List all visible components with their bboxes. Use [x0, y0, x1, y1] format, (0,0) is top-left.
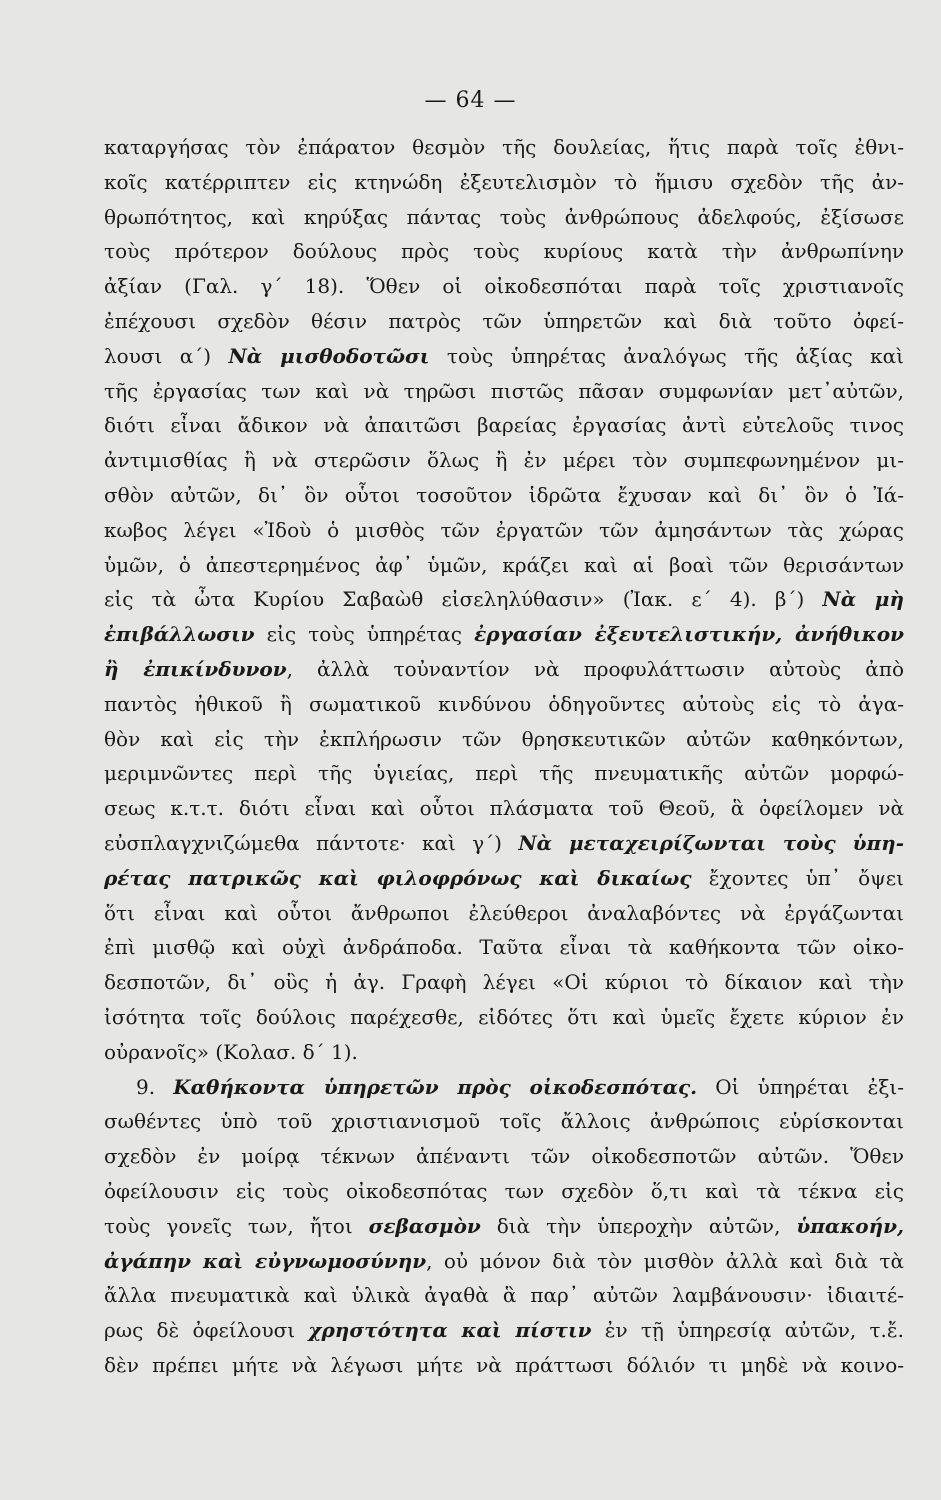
text-line — [104, 1000, 904, 1035]
text-run: ἐπὶ μισθῷ καὶ οὐχὶ ἀνδράποδα. Ταῦτα εἶναι τὰ καθήκοντα τῶν οἰκο- — [104, 935, 904, 960]
body-text — [104, 130, 904, 1383]
text-run: ὀφείλουσιν εἰς τοὺς οἰκοδεσπότας των σχεδὸν ὅ,τι καὶ τὰ τέκνα εἰς — [104, 1178, 904, 1203]
emphasized-text: Καθήκοντα ὑπηρετῶν πρὸς οἰκοδεσπότας. — [173, 1074, 698, 1099]
text-line — [104, 1174, 904, 1209]
text-run: θρωπότητος, καὶ κηρύξας πάντας τοὺς ἀνθρώπους ἀδελφούς, ἐξίσωσε — [104, 204, 904, 229]
text-run: τῆς ἐργασίας των καὶ νὰ τηρῶσι πιστῶς πᾶσαν συμφωνίαν μετ᾽αὐτῶν, — [104, 378, 904, 403]
text-line — [104, 1139, 904, 1174]
text-run: ἐν τῇ ὑπηρεσίᾳ αὐτῶν, τ.ἔ. — [591, 1318, 904, 1343]
text-run: εἰς τοὺς ὑπηρέτας — [254, 622, 475, 647]
emphasized-text: ρέτας πατρικῶς καὶ φιλοφρόνως καὶ δικαίως — [104, 865, 692, 890]
text-line — [104, 1035, 904, 1070]
text-run: σθὸν αὐτῶν, δι᾽ ὃν οὗτοι τοσοῦτον ἱδρῶτα ἔχυσαν καὶ δι᾽ ὃν ὁ Ἰά- — [104, 482, 904, 507]
text-line — [104, 513, 904, 548]
emphasized-text: σεβασμὸν — [368, 1213, 481, 1238]
text-line — [104, 896, 904, 931]
text-line — [104, 269, 904, 304]
text-run: ἔχοντες ὑπ᾽ ὄψει — [691, 865, 904, 890]
text-run: κοῖς κατέρριπτεν εἰς κτηνώδη ἐξευτελισμὸν τὸ ἥμισυ σχεδὸν τῆς ἀν- — [104, 169, 904, 194]
text-run: τοὺς πρότερον δούλους πρὸς τοὺς κυρίους κατὰ τὴν ἀνθρωπίνην — [104, 239, 904, 264]
text-line — [104, 1313, 904, 1348]
emphasized-text: Νὰ μὴ — [822, 587, 904, 612]
text-line — [104, 722, 904, 757]
text-run: Οἱ ὑπηρέται ἐξι- — [697, 1074, 904, 1099]
text-run: σεως κ.τ.τ. διότι εἶναι καὶ οὗτοι πλάσματα τοῦ Θεοῦ, ἃ ὀφείλομεν νὰ — [104, 796, 904, 821]
emphasized-text: ὑπακοήν, — [796, 1213, 904, 1238]
emphasized-text: χρηστότητα καὶ πίστιν — [308, 1318, 592, 1343]
text-line — [104, 791, 904, 826]
text-line — [104, 1348, 904, 1383]
emphasized-text: Νὰ μεταχειρίζωνται τοὺς ὑπη- — [518, 830, 904, 855]
text-run: ἰσότητα τοῖς δούλοις παρέχεσθε, εἰδότες ὅτι καὶ ὑμεῖς ἔχετε κύριον ἐν — [104, 1004, 904, 1029]
text-run: μεριμνῶντες περὶ τῆς ὑγιείας, περὶ τῆς πνευματικῆς αὐτῶν μορφώ- — [104, 761, 904, 786]
text-line — [104, 826, 904, 861]
text-run: καταργήσας τὸν ἐπάρατον θεσμὸν τῆς δουλείας, ἥτις παρὰ τοῖς ἐθνι- — [104, 135, 904, 159]
text-run: σωθέντες ὑπὸ τοῦ χριστιανισμοῦ τοῖς ἄλλοις ἀνθρώποις εὑρίσκονται — [104, 1109, 904, 1134]
emphasized-text: ἀγάπην καὶ εὐγνωμοσύνην — [104, 1248, 427, 1273]
page-number: — 64 — — [424, 88, 517, 113]
text-line — [104, 165, 904, 200]
text-line — [104, 1104, 904, 1139]
text-line — [104, 582, 904, 617]
text-run: ρως δὲ ὀφείλουσι — [104, 1318, 309, 1343]
text-line — [104, 130, 904, 165]
text-run: θὸν καὶ εἰς τὴν ἐκπλήρωσιν τῶν θρησκευτικῶν αὐτῶν καθηκόντων, — [104, 726, 904, 751]
text-line — [104, 687, 904, 722]
paragraph — [104, 1070, 904, 1383]
text-line — [104, 548, 904, 583]
text-run: ἀντιμισθίας ἢ νὰ στερῶσιν ὅλως ἢ ἐν μέρει τὸν συμπεφωνημένον μι- — [104, 448, 904, 473]
text-line — [104, 1244, 904, 1279]
emphasized-text: Νὰ μισθοδοτῶσι — [228, 343, 430, 368]
emphasized-text: ἐπιβάλλωσιν — [104, 622, 255, 647]
paragraph — [104, 130, 904, 1070]
text-run: εὐσπλαγχνιζώμεθα πάντοτε· καὶ γ΄) — [104, 830, 519, 855]
text-run: δεσποτῶν, δι᾽ οὓς ἡ ἁγ. Γραφὴ λέγει «Οἱ κύριοι τὸ δίκαιον καὶ τὴν — [104, 970, 904, 995]
text-run: τοὺς ὑπηρέτας ἀναλόγως τῆς ἀξίας καὶ — [429, 343, 904, 368]
text-line — [104, 617, 904, 652]
text-run: ἀξίαν (Γαλ. γ΄ 18). Ὅθεν οἱ οἰκοδεσπόται παρὰ τοῖς χριστιανοῖς — [104, 274, 904, 299]
text-line — [104, 1209, 904, 1244]
text-run: εἰς τὰ ὦτα Κυρίου Σαβαὼθ εἰσεληλύθασιν» (Ἰακ. ε΄ 4). β΄) — [104, 587, 823, 612]
text-line — [104, 478, 904, 513]
text-line — [104, 234, 904, 269]
text-line — [104, 200, 904, 235]
text-run: τοὺς γονεῖς των, ἤτοι — [104, 1213, 369, 1238]
text-run: ἐπέχουσι σχεδὸν θέσιν πατρὸς τῶν ὑπηρετῶν καὶ διὰ τοῦτο ὀφεί- — [104, 308, 904, 333]
text-line — [104, 408, 904, 443]
text-line — [104, 1070, 904, 1105]
text-run: κωβος λέγει «Ἰδοὺ ὁ μισθὸς τῶν ἐργατῶν τῶν ἀμησάντων τὰς χώρας — [104, 517, 904, 542]
emphasized-text: ἢ ἐπικίνδυνον — [104, 656, 287, 681]
text-run: παντὸς ἠθικοῦ ἢ σωματικοῦ κινδύνου ὁδηγοῦντες αὐτοὺς εἰς τὸ ἀγα- — [104, 691, 904, 716]
emphasized-text: ἐργασίαν ἐξευτελιστικήν, ἀνήθικον — [474, 622, 904, 647]
text-line — [104, 756, 904, 791]
text-run: οὐρανοῖς» (Κολασ. δ΄ 1). — [104, 1039, 358, 1064]
text-run: , ἀλλὰ τοὐναντίον νὰ προφυλάττωσιν αὐτοὺς ἀπὸ — [286, 656, 904, 681]
text-run: διὰ τὴν ὑπεροχὴν αὐτῶν, — [480, 1213, 797, 1238]
text-run: δὲν πρέπει μήτε νὰ λέγωσι μήτε νὰ πράττωσι δόλιόν τι μηδὲ νὰ κοινο- — [104, 1352, 904, 1377]
text-line — [104, 304, 904, 339]
text-run: σχεδὸν ἐν μοίρᾳ τέκνων ἀπέναντι τῶν οἰκοδεσποτῶν αὐτῶν. Ὅθεν — [104, 1144, 904, 1169]
text-line — [104, 339, 904, 374]
text-run: ἄλλα πνευματικὰ καὶ ὑλικὰ ἀγαθὰ ἃ παρ᾽ αὐτῶν λαμβάνουσιν· ἰδιαιτέ- — [104, 1283, 904, 1308]
text-run: ὅτι εἶναι καὶ οὗτοι ἄνθρωποι ἐλεύθεροι ἀναλαβόντες νὰ ἐργάζωνται — [104, 900, 904, 925]
text-run: ὑμῶν, ὁ ἀπεστερημένος ἀφ᾽ ὑμῶν, κράζει καὶ αἱ βοαὶ τῶν θερισάντων — [104, 552, 904, 577]
text-line — [104, 930, 904, 965]
text-line — [104, 652, 904, 687]
text-line — [104, 1278, 904, 1313]
text-run: 9. — [136, 1074, 174, 1099]
text-line — [104, 965, 904, 1000]
text-line — [104, 861, 904, 896]
text-run: , οὐ μόνον διὰ τὸν μισθὸν ἀλλὰ καὶ διὰ τὰ — [426, 1248, 904, 1273]
text-line — [104, 374, 904, 409]
text-run: λουσι α΄) — [104, 343, 229, 368]
text-run: διότι εἶναι ἄδικον νὰ ἀπαιτῶσι βαρείας ἐργασίας ἀντὶ εὐτελοῦς τινος — [104, 413, 904, 438]
text-line — [104, 443, 904, 478]
